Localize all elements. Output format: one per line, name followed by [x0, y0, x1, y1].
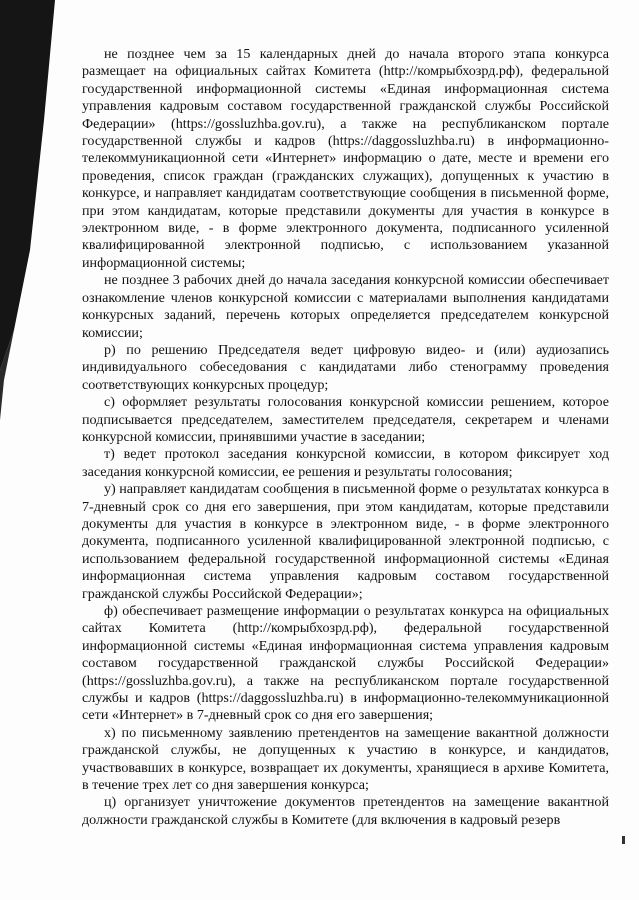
paragraph-item-ts: ц) организует уничтожение документов претендентов на замещение вакантной должности гражданской службы в Комитете (для включения в кадровый резерв [82, 794, 609, 828]
scan-shadow-edge [0, 0, 60, 900]
paragraph-item-t: т) ведет протокол заседания конкурсной комиссии, в котором фиксирует ход заседания конкурсной комиссии, ее решения и результаты голосования; [82, 446, 609, 480]
paragraph-publication-notice: не позднее чем за 15 календарных дней до начала второго этапа конкурса размещает на официальных сайтах Комитета (http://комрыбхозрд.рф), федеральной государственной информационной системы «Единая информационная система управления кадровым составом государственной гражданской службы Российской Федерации» (https://gossluzhba.gov.ru), а также на республиканском портале государственной службы и кадров (https://daggossluzhba.ru) в информационно-телекоммуникационной сети «Интернет» информацию о дате, месте и времени его проведения, список граждан (гражданских служащих), допущенных к участию в конкурсе, и направляет кандидатам соответствующие сообщения в письменной форме, при этом кандидатам, которые представили документы для участия в конкурсе в электронном виде, - в форме электронного документа, подписанного усиленной квалифицированной электронной подписью, с использованием указанной информационной системы; [82, 46, 609, 271]
scan-speck-mark [622, 836, 625, 844]
paragraph-item-u: у) направляет кандидатам сообщения в письменной форме о результатах конкурса в 7-дневный срок со дня его завершения, при этом кандидатам, которые представили документы для участия в конкурсе в электронном виде, - в форме электронного документа, подписанного усиленной квалифицированной электронной подписью, с использованием федеральной государственной информационной системы «Единая информационная система управления кадровым составом государственной гражданской службы Российской Федерации»; [82, 481, 609, 602]
paragraph-item-s: с) оформляет результаты голосования конкурсной комиссии решением, которое подписывается председателем, заместителем председателя, секретарем и членами конкурсной комиссии, принявшими участие в заседании; [82, 394, 609, 445]
paragraph-item-kh: х) по письменному заявлению претендентов на замещение вакантной должности гражданской службы, не допущенных к участию в конкурсе, и кандидатов, участвовавших в конкурсе, возвращает их документы, хранящиеся в архиве Комитета, в течение трех лет со дня завершения конкурса; [82, 724, 609, 794]
paragraph-item-f: ф) обеспечивает размещение информации о результатах конкурса на официальных сайтах Комитета (http://комрыбхозрд.рф), федеральной государственной информационной системы «Единая информационная система управления кадровым составом государственной гражданской службы Российской Федерации» (https://gossluzhba.gov.ru), а также на республиканском портале государственной службы и кадров (https://daggossluzhba.ru) в информационно-телекоммуникационной сети «Интернет» в 7-дневный срок со дня его завершения; [82, 603, 609, 724]
document-body [82, 46, 609, 829]
paragraph-commission-familiarization: не позднее 3 рабочих дней до начала заседания конкурсной комиссии обеспечивает ознакомление членов конкурсной комиссии с материалами выполнения кандидатами конкурсных заданий, перечень которых определяется председателем конкурсной комиссии; [82, 272, 609, 341]
paragraph-item-r: р) по решению Председателя ведет цифровую видео- и (или) аудиозапись индивидуального собеседования с кандидатами либо стенограмму проведения соответствующих конкурсных процедур; [82, 341, 609, 393]
